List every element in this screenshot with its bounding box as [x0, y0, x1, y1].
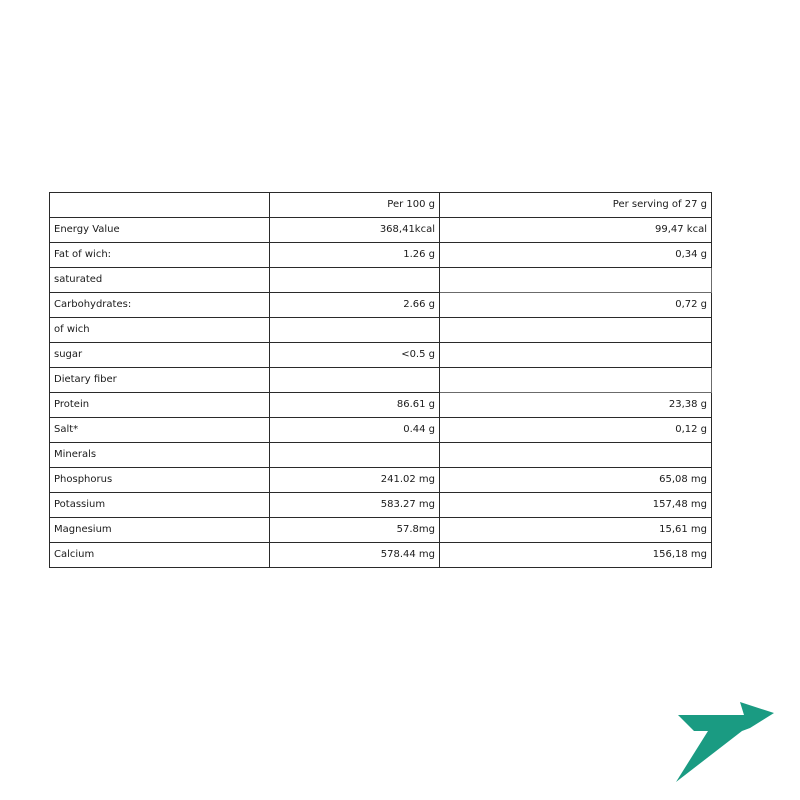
nutrient-label: Magnesium [50, 518, 270, 543]
nutrient-label: Minerals [50, 443, 270, 468]
table-header-row [50, 193, 712, 218]
value-per-100g: 86.61 g [270, 393, 440, 418]
table-row [50, 418, 712, 443]
value-per-serving: 156,18 mg [440, 543, 712, 568]
value-per-100g: 1.26 g [270, 243, 440, 268]
table-row [50, 393, 712, 418]
table-row [50, 268, 712, 293]
nutrient-label: Fat of wich: [50, 243, 270, 268]
value-per-serving: 157,48 mg [440, 493, 712, 518]
value-per-100g: 2.66 g [270, 293, 440, 318]
logo-arrow-shape [676, 702, 774, 782]
value-per-serving: 65,08 mg [440, 468, 712, 493]
value-per-serving [440, 368, 712, 393]
table-row [50, 293, 712, 318]
nutrient-label: Salt* [50, 418, 270, 443]
table-row [50, 318, 712, 343]
value-per-100g [270, 268, 440, 293]
nutrient-label: Dietary fiber [50, 368, 270, 393]
value-per-serving: 99,47 kcal [440, 218, 712, 243]
value-per-100g: 583.27 mg [270, 493, 440, 518]
nutrient-label: saturated [50, 268, 270, 293]
header-cell-per-100g: Per 100 g [270, 193, 440, 218]
nutrient-label: Phosphorus [50, 468, 270, 493]
header-cell-label [50, 193, 270, 218]
table-row [50, 443, 712, 468]
value-per-100g: 241.02 mg [270, 468, 440, 493]
table-row [50, 493, 712, 518]
table-row [50, 543, 712, 568]
nutrient-label: Energy Value [50, 218, 270, 243]
nutrient-label: Protein [50, 393, 270, 418]
value-per-100g: <0.5 g [270, 343, 440, 368]
arrow-logo-icon [672, 694, 776, 786]
value-per-serving: 0,12 g [440, 418, 712, 443]
nutrient-label: Carbohydrates: [50, 293, 270, 318]
table-row [50, 243, 712, 268]
table-row [50, 368, 712, 393]
value-per-100g [270, 368, 440, 393]
nutrition-table [49, 192, 712, 568]
value-per-100g: 578.44 mg [270, 543, 440, 568]
value-per-serving [440, 443, 712, 468]
value-per-serving [440, 318, 712, 343]
table-row [50, 343, 712, 368]
nutrient-label: sugar [50, 343, 270, 368]
value-per-100g [270, 318, 440, 343]
table-row [50, 468, 712, 493]
table-row [50, 218, 712, 243]
nutrient-label: of wich [50, 318, 270, 343]
value-per-serving: 23,38 g [440, 393, 712, 418]
value-per-serving [440, 343, 712, 368]
nutrient-label: Potassium [50, 493, 270, 518]
table-row [50, 518, 712, 543]
value-per-serving [440, 268, 712, 293]
value-per-100g: 57.8mg [270, 518, 440, 543]
value-per-100g [270, 443, 440, 468]
value-per-100g: 368,41kcal [270, 218, 440, 243]
header-cell-per-serving: Per serving of 27 g [440, 193, 712, 218]
value-per-serving: 0,34 g [440, 243, 712, 268]
value-per-serving: 15,61 mg [440, 518, 712, 543]
value-per-serving: 0,72 g [440, 293, 712, 318]
value-per-100g: 0.44 g [270, 418, 440, 443]
nutrient-label: Calcium [50, 543, 270, 568]
